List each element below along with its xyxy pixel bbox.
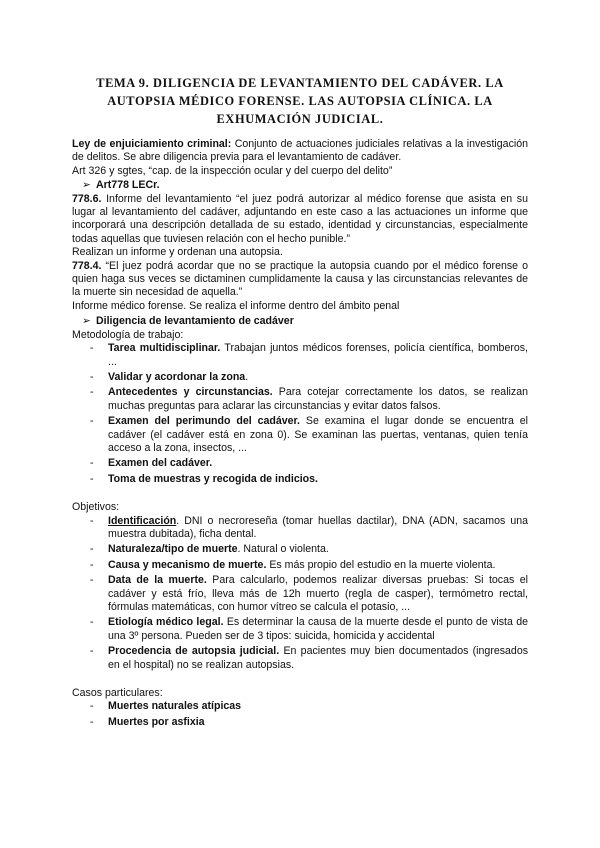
method-label: Metodología de trabajo: — [72, 328, 184, 341]
law-label: Ley de enjuiciamiento criminal: — [72, 138, 232, 150]
article-text: “El juez podrá acordar que no se practique la autopsia cuando por el médico forense o quien haga sus veces se dictaminen cumplidamente la causa y las circunstancias relevantes de la muerte sin necesidad de aquella.” — [72, 259, 528, 299]
list-item: - Causa y mecanismo de muerte. Es más propio del estudio en la muerte violenta. — [108, 559, 528, 572]
list-item: - Muertes por asfixia — [108, 716, 528, 729]
list-item: - Procedencia de autopsia judicial. En pacientes muy bien documentados (ingresados en el hospital) no se realizan autopsias. — [108, 645, 528, 672]
section-heading-text: Art778 LECr. — [96, 179, 160, 192]
list-item: - Muertes naturales atípicas — [108, 700, 528, 713]
document-body — [72, 138, 528, 731]
article-number: 778.4. — [72, 259, 102, 272]
article-number: 778.6. — [72, 192, 102, 205]
cases-label: Casos particulares: — [72, 687, 163, 700]
article-paragraph — [72, 260, 528, 300]
objectives-list — [72, 515, 528, 672]
list-item: - Examen del perimundo del cadáver. Se examina el lugar donde se encuentra el cadáver (el cadáver está en zona 0). Se examinan las puertas, ventanas, quien tenía acceso a la zona, insectos, ... — [108, 415, 528, 455]
article-paragraph — [72, 193, 528, 247]
objectives-label: Objetivos: — [72, 501, 120, 514]
section-heading-text: Diligencia de levantamiento de cadáver — [96, 315, 294, 328]
cases-list — [72, 700, 528, 729]
list-item: - Data de la muerte. Para calcularlo, podemos realizar diversas pruebas: Si tocas el cadáver y está frío, lleva más de 12h muerto (regla de casper), termómetro rectal, fórmulas matemáticas, con humor vítreo se calcula el potasio, ... — [108, 574, 528, 614]
arrow-icon: ➢ — [82, 179, 91, 192]
page-title — [70, 74, 530, 128]
note-paragraph: Informe médico forense. Se realiza el informe dentro del ámbito penal — [72, 299, 400, 312]
title-line: TEMA 9. DILIGENCIA DE LEVANTAMIENTO DEL CADÁVER. LA — [96, 76, 504, 90]
section-heading — [72, 315, 528, 328]
list-item: - Examen del cadáver. — [108, 457, 528, 470]
note-paragraph: Realizan un informe y ordenan una autopsia. — [72, 246, 283, 259]
title-line: AUTOPSIA MÉDICO FORENSE. LAS AUTOPSIA CLÍNICA. LA — [107, 94, 493, 108]
intro-paragraph — [72, 138, 528, 165]
list-item: - Antecedentes y circunstancias. Para cotejar correctamente los datos, se realizan muchas preguntas para aclarar las circunstancias y evitar datos falsos. — [108, 386, 528, 413]
section-heading — [72, 179, 528, 192]
list-item: - Toma de muestras y recogida de indicios. — [108, 473, 528, 486]
title-line: EXHUMACIÓN JUDICIAL. — [216, 112, 384, 126]
article-reference: Art 326 y sgtes, “cap. de la inspección ocular y del cuerpo del delito” — [72, 164, 393, 177]
list-item: - Naturaleza/tipo de muerte. Natural o violenta. — [108, 543, 528, 556]
arrow-icon: ➢ — [82, 315, 91, 328]
article-text: Informe del levantamiento “el juez podrá autorizar al médico forense que asista en su lugar al levantamiento del cadáver, adjuntando en este caso a las actuaciones un informe que incorporará una descripción detallada de su estado, identidad y circunstancias, especialmente todas aquellas que tuviesen relación con el hecho punible.” — [72, 192, 528, 245]
list-item: - Validar y acordonar la zona. — [108, 371, 528, 384]
list-item: - Identificación. DNI o necroreseña (tomar huellas dactilar), DNA (ADN, sacamos una muestra dubitada), ficha dental. — [108, 515, 528, 542]
list-item: - Etiología médico legal. Es determinar la causa de la muerte desde el punto de vista de una 3º persona. Pueden ser de 3 tipos: suicida, homicida y accidental — [108, 616, 528, 643]
method-list — [72, 342, 528, 486]
law-text: Conjunto de actuaciones judiciales relativas a la investigación de delitos. Se abre diligencia previa para el levantamiento de cadáver. — [72, 138, 528, 164]
list-item: - Tarea multidisciplinar. Trabajan juntos médicos forenses, policía científica, bomberos, ... — [108, 342, 528, 369]
